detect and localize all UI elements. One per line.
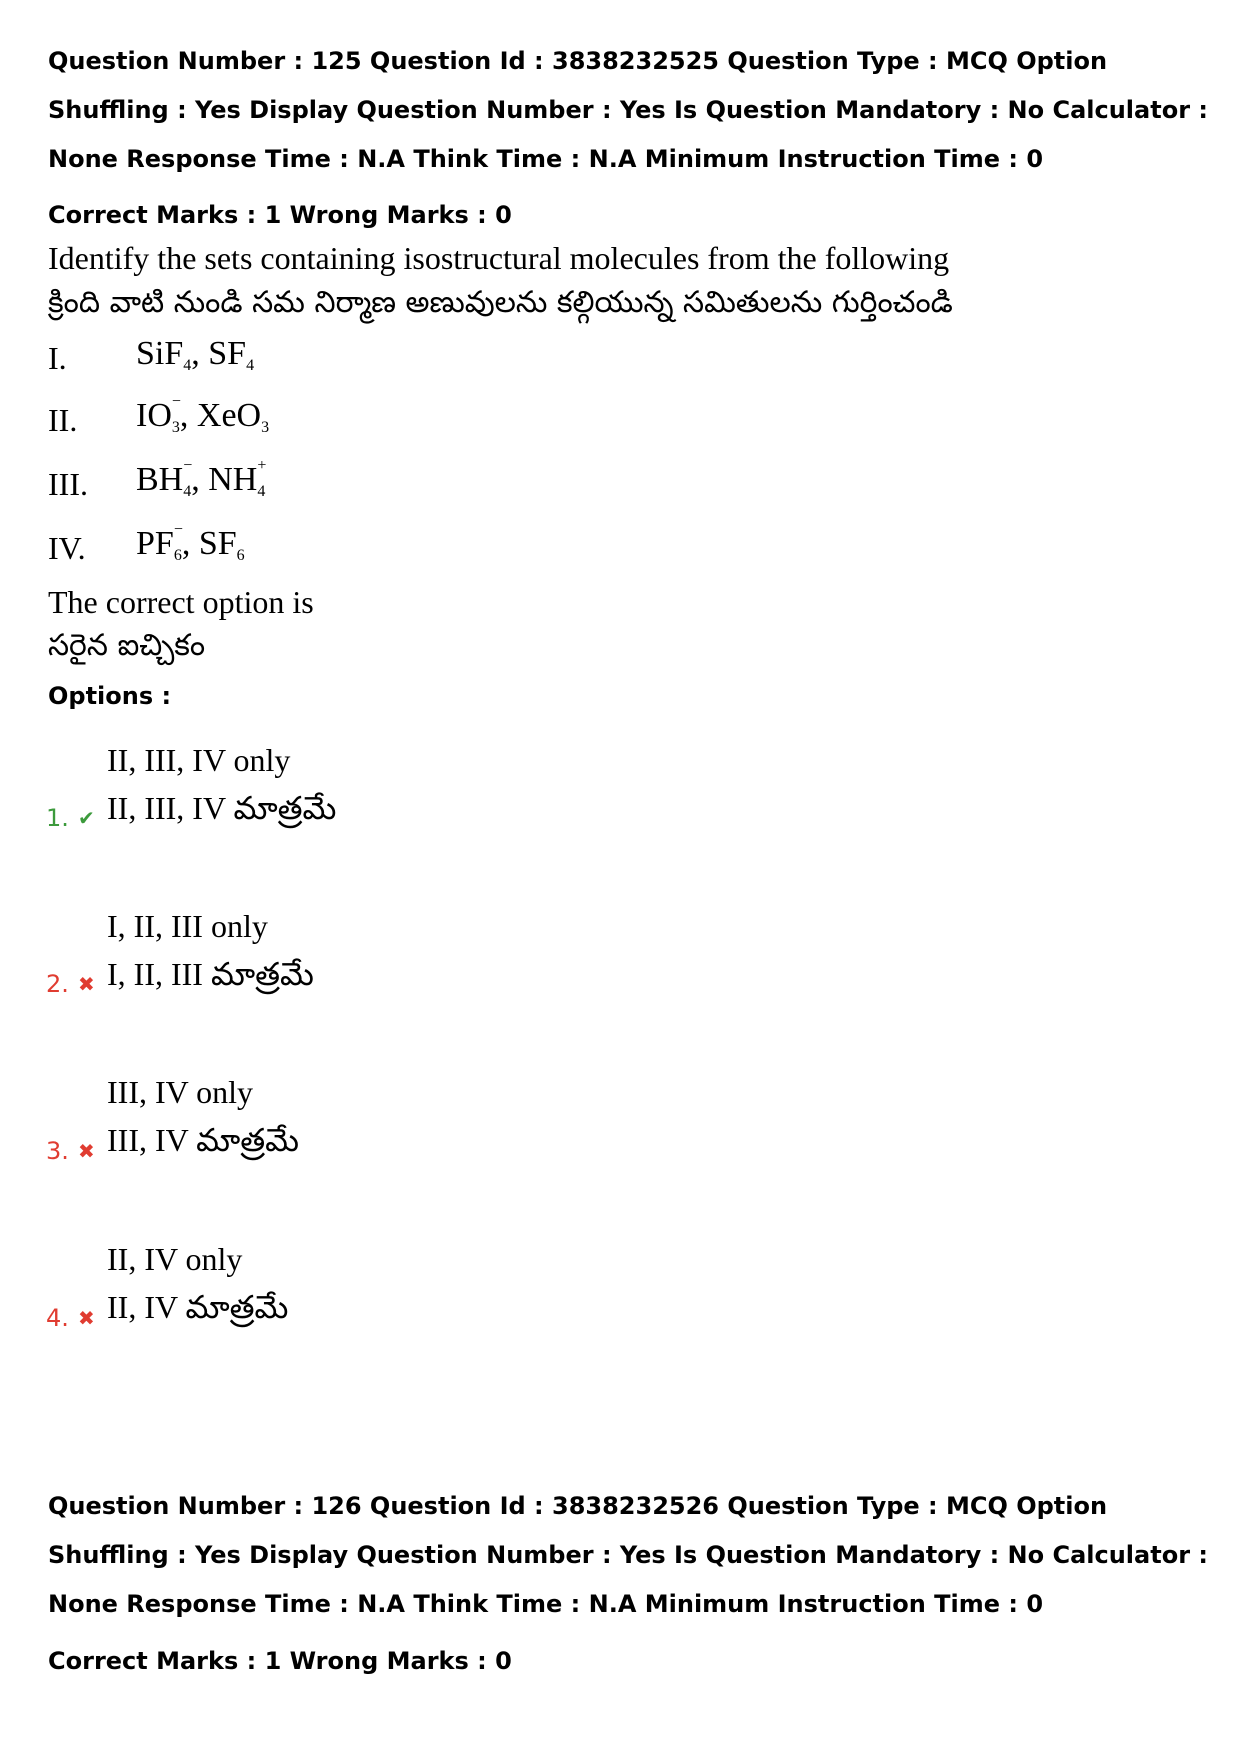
option-2-english: I, II, III only	[107, 908, 268, 944]
option-3-english: III, IV only	[107, 1074, 254, 1110]
option-4-telugu: II, IV మాత్రమే	[107, 1289, 289, 1325]
question-125-marks: Correct Marks : 1 Wrong Marks : 0	[48, 201, 512, 229]
check-icon: ✔	[78, 806, 95, 830]
formula-a-charge: −	[183, 457, 193, 474]
question-126-marks: Correct Marks : 1 Wrong Marks : 0	[48, 1647, 512, 1675]
formula-a-subscript: 3	[171, 419, 180, 436]
option-1-telugu: II, III, IV మాత్రమే	[107, 790, 337, 826]
cross-icon: ✖	[78, 1306, 95, 1330]
formula-b: XeO	[196, 397, 262, 434]
formula-a-charge: −	[173, 521, 183, 538]
option-2-telugu: I, II, III మాత్రమే	[107, 956, 314, 992]
item-roman-1: I.	[48, 340, 67, 376]
question-126-metadata: Question Number : 126 Question Id : 3838232526 Question Type : MCQ Option Shuffling : Yes Display Question Number : Yes Is Question Mandatory : No Calculator : None Response Time : N.A Think Time : N.A Minimum Instruction Time : 0	[48, 1492, 1208, 1618]
formula-a-charge: −	[171, 393, 181, 410]
formula-b-subscript: 6	[236, 547, 245, 564]
formula-a: BH	[136, 461, 184, 498]
formula-b-subscript: 4	[246, 357, 255, 374]
formula-a: PF	[136, 525, 174, 562]
question-125-metadata: Question Number : 125 Question Id : 3838232525 Question Type : MCQ Option Shuffling : Yes Display Question Number : Yes Is Question Mandatory : No Calculator : None Response Time : N.A Think Time : N.A Minimum Instruction Time : 0	[48, 47, 1208, 173]
question-stem-english: Identify the sets containing isostructural molecules from the following	[48, 240, 950, 276]
formula-a-subscript: 4	[183, 483, 192, 500]
option-3-telugu: III, IV మాత్రమే	[107, 1122, 300, 1158]
formula-b: NH	[208, 461, 258, 498]
correct-option-prompt-telugu: సరైన ఐచ్చికం	[48, 628, 206, 663]
option-4-number: 4.	[46, 1304, 69, 1332]
option-2-number: 2.	[46, 970, 69, 998]
formula-a-subscript: 4	[183, 357, 192, 374]
item-roman-2: II.	[48, 402, 78, 438]
formula-b: SF	[208, 335, 247, 372]
formula-a: IO	[136, 397, 172, 434]
options-label: Options :	[48, 682, 172, 710]
item-formula-3: BH − 4, NH + 4	[136, 457, 267, 500]
option-1-english: II, III, IV only	[107, 742, 291, 778]
option-3-number: 3.	[46, 1137, 69, 1165]
item-formula-4: PF − 6, $SF_6$	[136, 521, 245, 564]
cross-icon: ✖	[78, 1139, 95, 1163]
formula-a: SiF	[136, 335, 184, 372]
item-formula-1: SiF$_4$, $SF_4$	[136, 335, 255, 374]
correct-option-prompt-english: The correct option is	[48, 584, 314, 620]
cross-icon: ✖	[78, 972, 95, 996]
option-1-number: 1.	[46, 804, 69, 832]
formula-b: SF	[198, 525, 237, 562]
item-roman-4: IV.	[48, 530, 86, 566]
question-stem-telugu: క్రింది వాటి నుండి సమ నిర్మాణ అణువులను కల్గియున్న సమితులను గుర్తించండి	[48, 285, 953, 320]
formula-b-subscript: 4	[257, 483, 266, 500]
item-roman-3: III.	[48, 466, 88, 502]
formula-b-charge: +	[257, 457, 267, 474]
item-formula-2: IO − 3, XeO$_3$	[136, 393, 270, 436]
option-4-english: II, IV only	[107, 1241, 243, 1277]
formula-a-subscript: 6	[173, 547, 182, 564]
formula-b-subscript: 3	[261, 419, 270, 436]
